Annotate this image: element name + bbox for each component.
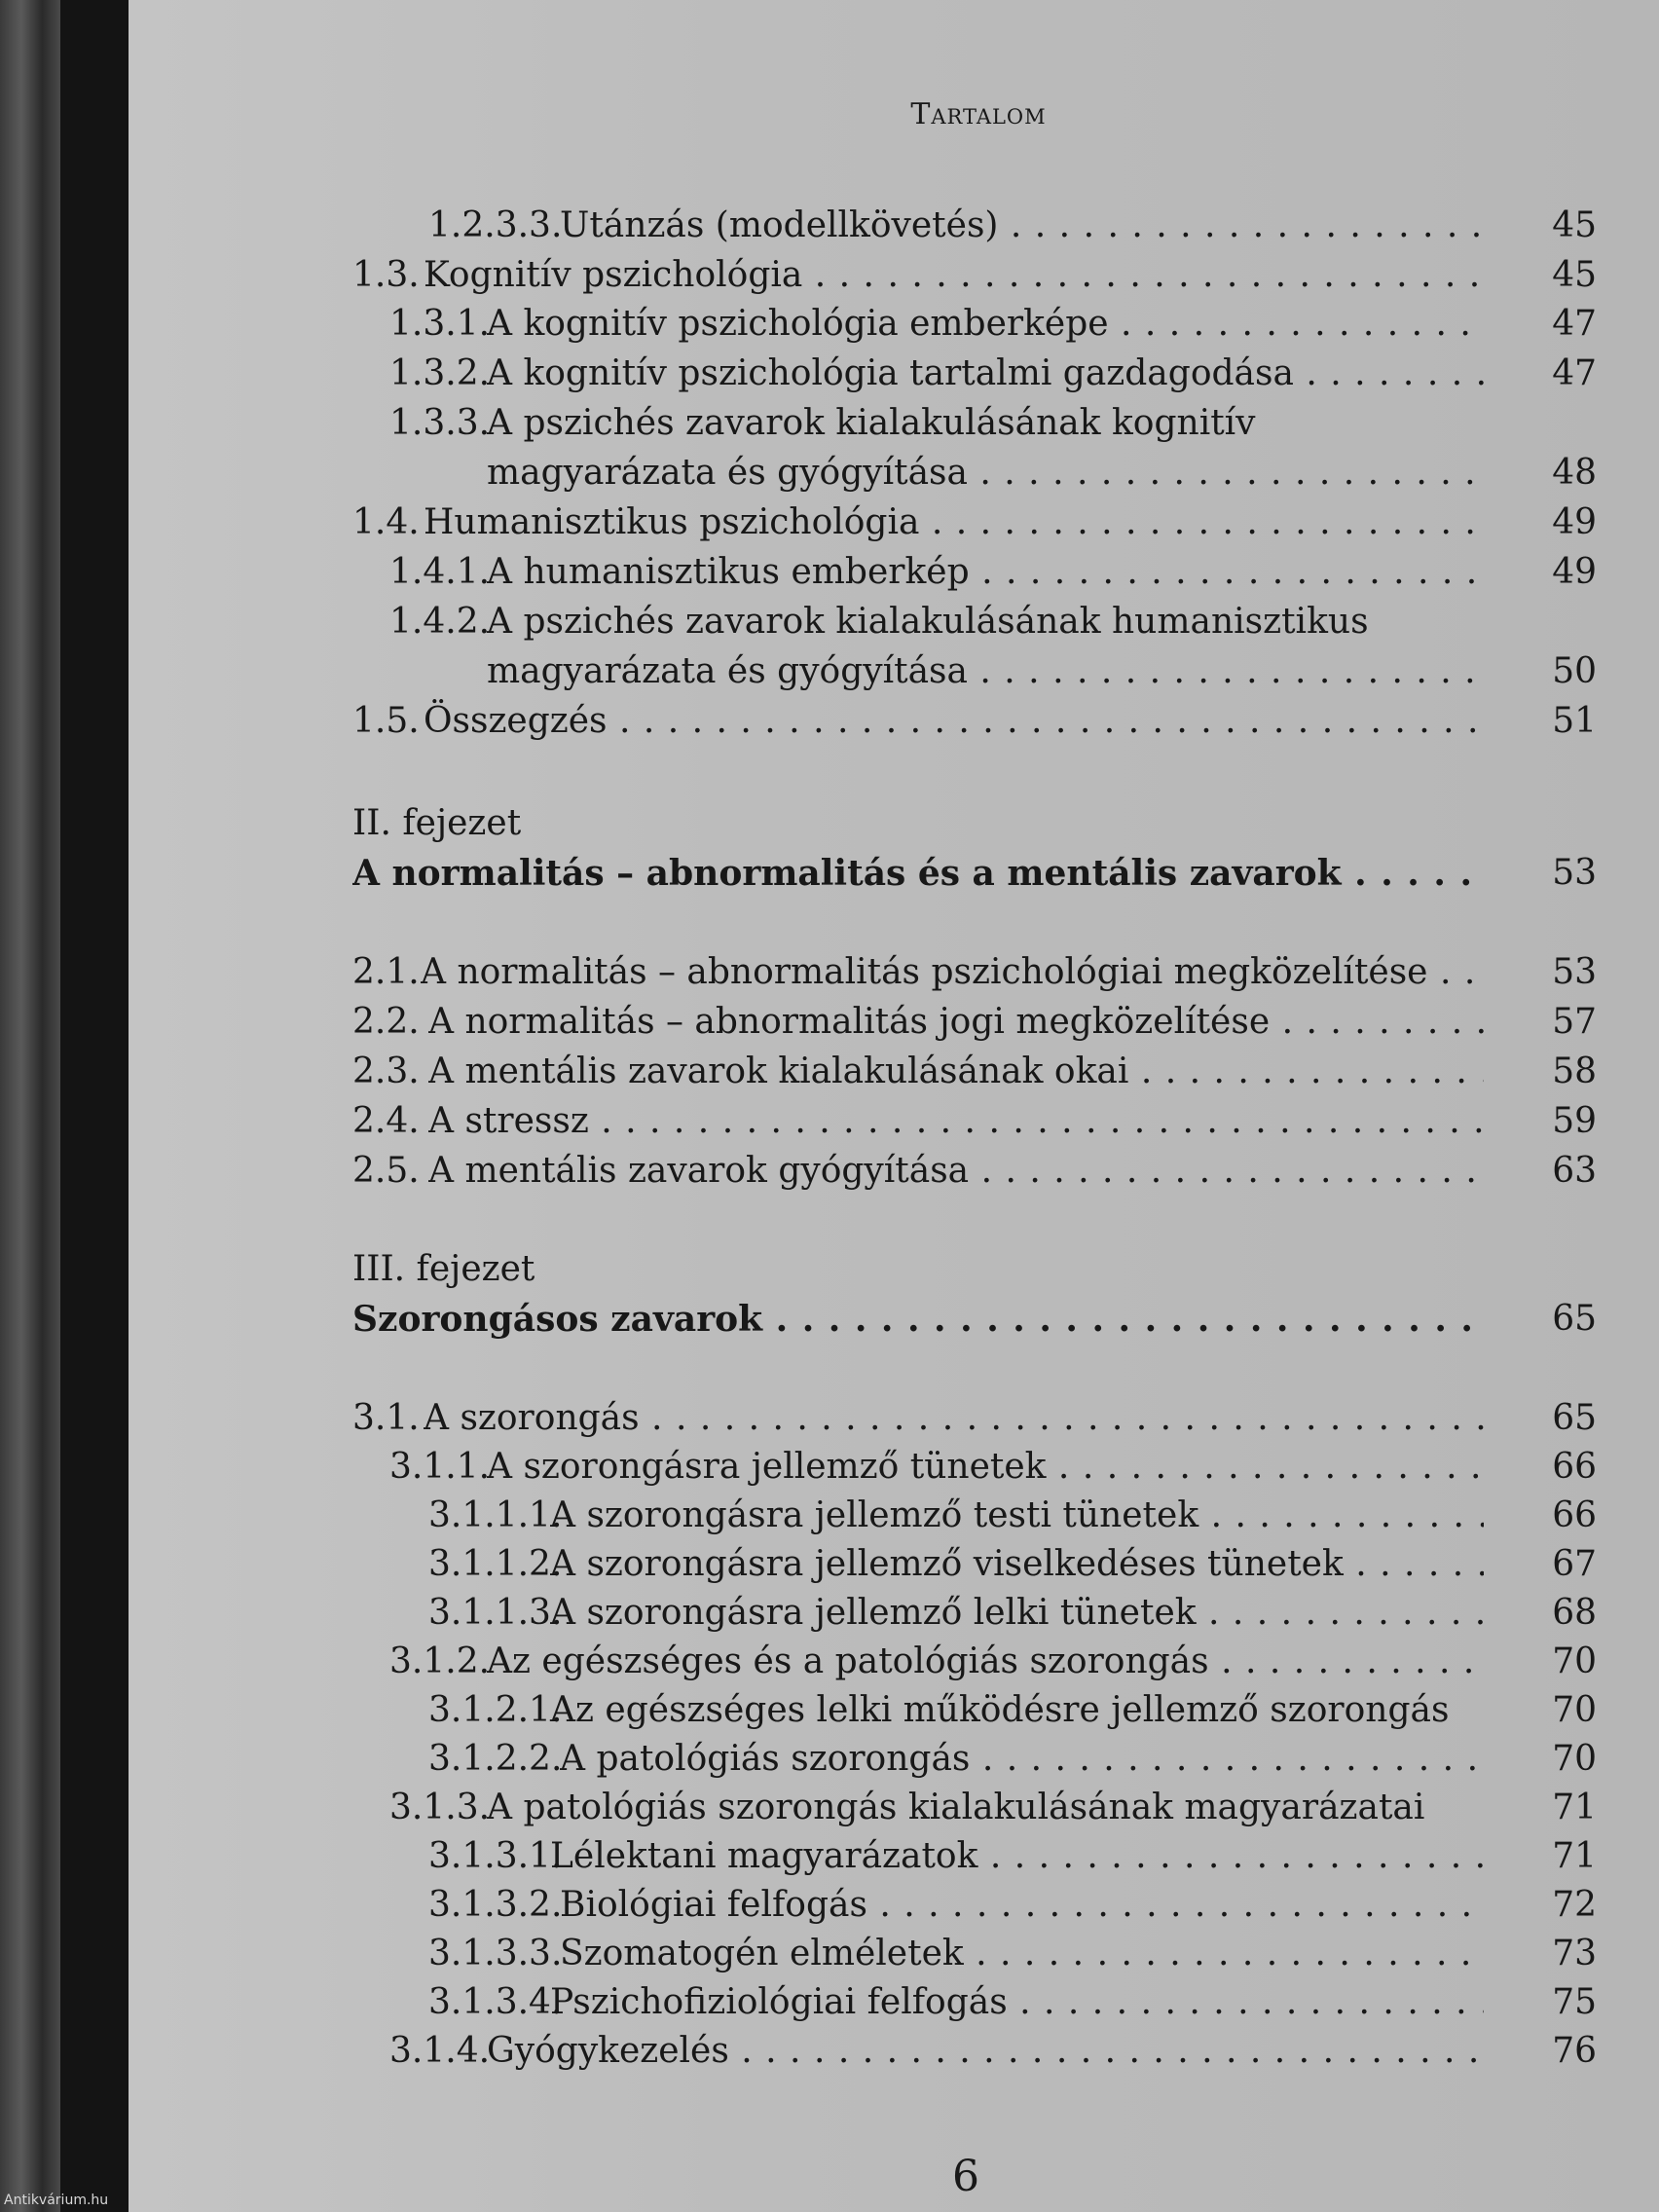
toc-entry[interactable]: 3.1.2.2. A patológiás szorongás . . . 70: [0, 1735, 1659, 1784]
chapter-title[interactable]: Szorongásos zavarok . . . 65: [0, 1295, 1659, 1344]
toc-entry[interactable]: 3.1. A szorongás . . . 65: [0, 1394, 1659, 1443]
toc-entry[interactable]: 3.1.4. Gyógykezelés . . . 76: [0, 2027, 1659, 2076]
toc-entry[interactable]: 2.3. A mentális zavarok kialakulásának okai . . . 58: [0, 1048, 1659, 1096]
chapter-label: II. fejezet: [352, 803, 522, 843]
toc-entry[interactable]: 1.2.3.3. Utánzás (modellkövetés) . . . 45: [0, 202, 1659, 250]
toc-entry[interactable]: 3.1.3.1. Lélektani magyarázatok . . . 71: [0, 1832, 1659, 1881]
toc-entry[interactable]: 3.1.2. Az egészséges és a patológiás szorongás . . . 70: [0, 1638, 1659, 1686]
toc-entry[interactable]: 3.1.1. A szorongásra jellemző tünetek . . . 66: [0, 1443, 1659, 1492]
toc-entry[interactable]: 2.2. A normalitás – abnormalitás jogi megközelítése . . . 57: [0, 998, 1659, 1047]
toc-entry[interactable]: 2.4. A stressz . . . 59: [0, 1097, 1659, 1146]
toc-entry[interactable]: 1.3.3. A pszichés zavarok kialakulásának kognitív: [389, 403, 1256, 443]
toc-entry[interactable]: 2.5. A mentális zavarok gyógyítása . . . 63: [0, 1147, 1659, 1196]
toc-entry[interactable]: 3.1.3.3. Szomatogén elméletek . . . 73: [0, 1930, 1659, 1978]
toc-entry[interactable]: 1.3. Kognitív pszichológia . . . 45: [0, 251, 1659, 300]
toc-entry[interactable]: 1.5. Összegzés . . . 51: [0, 697, 1659, 746]
toc-entry[interactable]: 3.1.3.4. Pszichofiziológiai felfogás . . . 75: [0, 1978, 1659, 2027]
toc-entry[interactable]: 1.3.1. A kognitív pszichológia emberképe . . . 47: [0, 300, 1659, 349]
toc-entry[interactable]: 3.1.3. A patológiás szorongás kialakulásának magyarázatai 71: [389, 1788, 1597, 1827]
toc-entry[interactable]: 3.1.1.3. A szorongásra jellemző lelki tünetek . . . 68: [0, 1589, 1659, 1638]
chapter-label: III. fejezet: [352, 1249, 535, 1289]
toc-entry-continuation[interactable]: magyarázata és gyógyítása . . . 48: [0, 449, 1659, 498]
page-number: 6: [952, 2152, 979, 2201]
toc-entry[interactable]: 3.1.3.2. Biológiai felfogás . . . 72: [0, 1881, 1659, 1930]
toc-entry[interactable]: 1.4.2. A pszichés zavarok kialakulásának humanisztikus: [389, 602, 1369, 642]
toc-entry[interactable]: 3.1.1.1. A szorongásra jellemző testi tünetek . . . 66: [0, 1492, 1659, 1540]
toc-entry[interactable]: 3.1.1.2. A szorongásra jellemző viselkedéses tünetek . . . 67: [0, 1540, 1659, 1589]
chapter-title[interactable]: A normalitás – abnormalitás és a mentális zavarok . . . 53: [0, 849, 1659, 898]
toc-entry[interactable]: 2.1. A normalitás – abnormalitás pszichológiai megközelítése . . . 53: [0, 948, 1659, 997]
running-header: Tartalom: [910, 97, 1047, 131]
toc-entry-continuation[interactable]: magyarázata és gyógyítása . . . 50: [0, 647, 1659, 696]
toc-entry[interactable]: 1.4. Humanisztikus pszichológia . . . 49: [0, 498, 1659, 547]
toc-entry[interactable]: 3.1.2.1. Az egészséges lelki működésre jellemző szorongás 70: [428, 1690, 1597, 1730]
toc-entry[interactable]: 1.3.2. A kognitív pszichológia tartalmi gazdagodása . . . 47: [0, 350, 1659, 398]
watermark: Antikvárium.hu: [4, 2193, 109, 2208]
toc-entry[interactable]: 1.4.1. A humanisztikus emberkép . . . 49: [0, 548, 1659, 597]
